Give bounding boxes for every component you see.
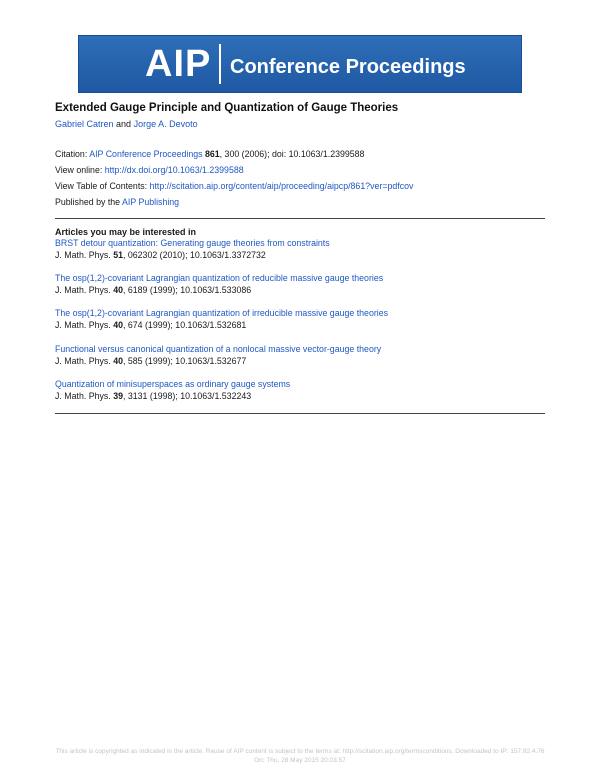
published-line (55, 197, 179, 207)
related-article-link[interactable]: Functional versus canonical quantization of a nonlocal massive vector-gauge theory (55, 344, 382, 354)
related-article-ref: J. Math. Phys. 40, 6189 (1999); 10.1063/1.533086 (55, 284, 252, 295)
bottom-divider (55, 413, 545, 414)
view-online-label: View online: (55, 165, 105, 175)
related-article-link[interactable]: The osp(1,2)-covariant Lagrangian quantization of irreducible massive gauge theories (55, 308, 389, 318)
author-link-catren[interactable]: Gabriel Catren (55, 119, 114, 129)
citation-label: Citation: (55, 149, 90, 159)
aip-banner (78, 35, 522, 93)
related-article (55, 308, 545, 331)
document-title: Extended Gauge Principle and Quantization of Gauge Theories (55, 102, 399, 114)
related-article-ref: J. Math. Phys. 40, 674 (1999); 10.1063/1.532681 (55, 319, 247, 330)
aip-logo: AIP (145, 43, 212, 85)
footer-line-1: This article is copyrighted as indicated in the article. Reuse of AIP content is subject to the terms at: http://scitation.aip.org/termsconditions. Downloaded to IP: 157.92.4.76 (55, 748, 545, 755)
author-link-devoto[interactable]: Jorge A. Devoto (133, 119, 198, 129)
view-online-line (55, 165, 244, 175)
citation-line (55, 149, 364, 159)
author-list (55, 119, 198, 129)
author-separator: and (116, 119, 132, 129)
related-article-link[interactable]: BRST detour quantization: Generating gauge theories from constraints (55, 238, 330, 248)
citation-volume: 861 (204, 149, 220, 159)
related-article-link[interactable]: The osp(1,2)-covariant Lagrangian quantization of reducible massive gauge theories (55, 273, 384, 283)
toc-label: View Table of Contents: (55, 181, 150, 191)
related-article (55, 273, 545, 296)
published-label: Published by the (55, 197, 123, 207)
related-article-ref: J. Math. Phys. 39, 3131 (1998); 10.1063/1.532243 (55, 390, 252, 401)
footer-line-2: On: Thu, 28 May 2015 20:03:57 (254, 757, 346, 764)
related-article (55, 344, 545, 367)
related-article (55, 379, 545, 402)
top-divider (55, 218, 545, 219)
copyright-footer (0, 747, 600, 765)
related-article-ref: J. Math. Phys. 40, 585 (1999); 10.1063/1.532677 (55, 355, 247, 366)
journal-link[interactable]: AIP Conference Proceedings (89, 149, 203, 159)
citation-details: , 300 (2006); doi: 10.1063/1.2399588 (219, 149, 365, 159)
toc-link[interactable]: http://scitation.aip.org/content/aip/proceeding/aipcp/861?ver=pdfcov (149, 181, 414, 191)
related-article-link[interactable]: Quantization of minisuperspaces as ordinary gauge systems (55, 379, 291, 389)
banner-divider (219, 44, 221, 84)
toc-line (55, 181, 413, 191)
related-heading: Articles you may be interested in (55, 227, 197, 237)
publisher-link[interactable]: AIP Publishing (122, 197, 180, 207)
banner-title: Conference Proceedings (230, 56, 466, 78)
related-article-ref: J. Math. Phys. 51, 062302 (2010); 10.1063/1.3372732 (55, 249, 266, 260)
related-article (55, 238, 545, 261)
view-online-link[interactable]: http://dx.doi.org/10.1063/1.2399588 (104, 165, 244, 175)
